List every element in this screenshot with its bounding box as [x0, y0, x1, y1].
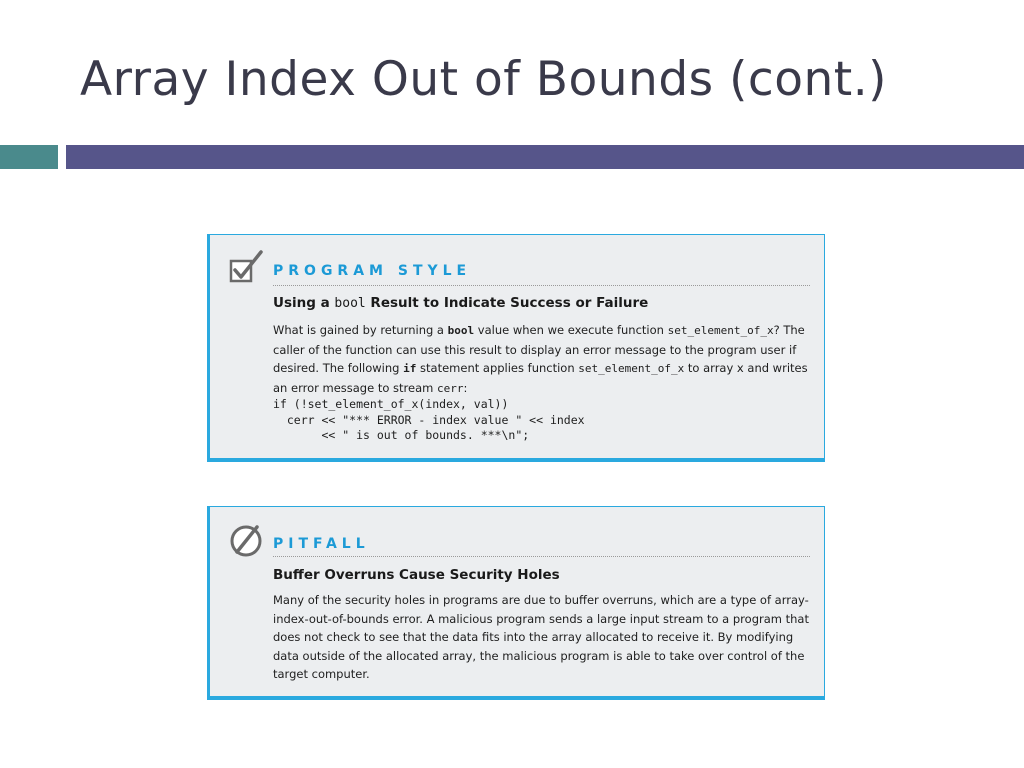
heading-divider	[273, 285, 810, 286]
pitfall-heading: PITFALL	[273, 536, 370, 552]
code-sample: if (!set_element_of_x(index, val)) cerr << "*** ERROR - index value " << index << " is out of bounds. ***\n";	[273, 397, 585, 442]
program-style-heading: PROGRAM STYLE	[273, 263, 472, 279]
prohibited-icon	[228, 521, 266, 559]
pitfall-box	[207, 506, 825, 700]
pitfall-body: Many of the security holes in programs are due to buffer overruns, which are a type of array-index-out-of-bounds error. A malicious program sends a large input stream to a program that does not check to see that the data fits into the array allocated to receive it. By modifying data outside of the allocated array, the malicious program is able to take over control of the target computer.	[273, 593, 809, 681]
checkbox-check-icon	[228, 249, 266, 287]
title-accent-bar	[0, 145, 58, 169]
program-style-box	[207, 234, 825, 462]
title-underline-bar	[66, 145, 1024, 169]
pitfall-subtitle: Buffer Overruns Cause Security Holes	[273, 567, 560, 583]
program-style-body: What is gained by returning a bool value when we execute function set_element_of_x? The caller of the function can use this result to display an error message to the program user if desired. The following if statement applies function set_element_of_x to array x and writes an error message to stream cerr:	[273, 323, 808, 395]
program-style-subtitle: Using a bool Result to Indicate Success or Failure	[273, 295, 649, 311]
heading-divider	[273, 556, 810, 557]
slide-title: Array Index Out of Bounds (cont.)	[80, 52, 888, 107]
